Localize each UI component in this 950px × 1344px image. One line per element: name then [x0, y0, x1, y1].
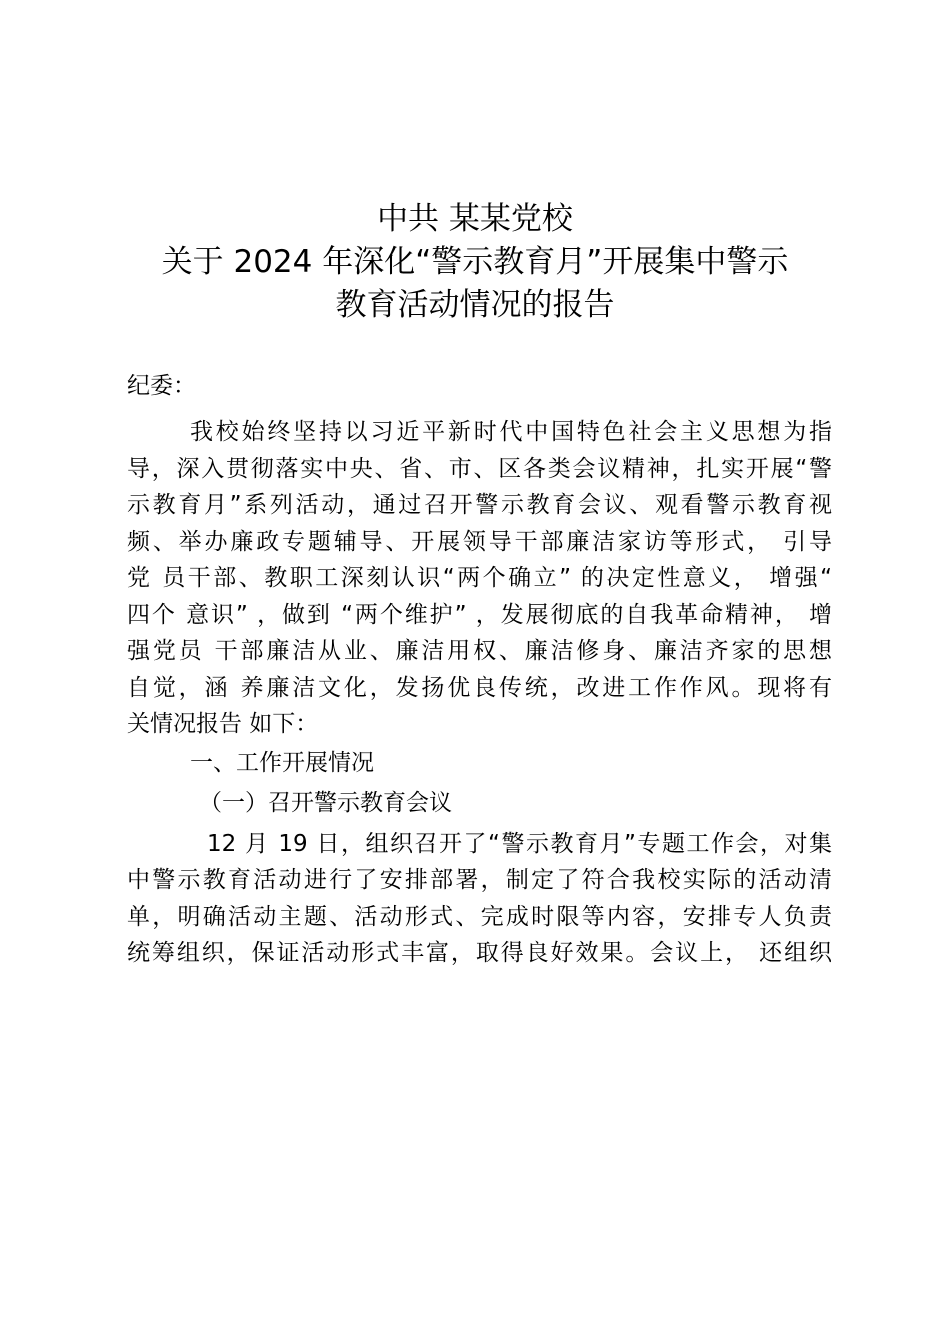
paragraph-line: 党 员干部、教职工深刻认识“两个确立” 的决定性意义， 增强“: [127, 565, 832, 591]
paragraph-line: 中警示教育活动进行了安排部署，制定了符合我校实际的活动清: [127, 867, 832, 893]
title-line-subject: 关于 2024 年深化“警示教育月”开展集中警示: [161, 244, 789, 280]
paragraph-line: 我校始终坚持以习近平新时代中国特色社会主义思想为指: [190, 419, 832, 445]
section-heading: 一、工作开展情况: [190, 749, 374, 776]
report-body: [127, 414, 832, 972]
title-line-organization: 中共 某某党校: [377, 201, 573, 237]
paragraph-line: 强党员 干部廉洁从业、廉洁用权、廉洁修身、廉洁齐家的思想: [127, 638, 832, 664]
paragraph-meeting: [127, 826, 832, 972]
paragraph-line: 单，明确活动主题、活动形式、完成时限等内容，安排专人负责: [127, 903, 832, 930]
paragraph-line: 示教育月”系列活动，通过召开警示教育会议、观看警示教育视: [127, 492, 832, 518]
paragraph-line: 统筹组织，保证活动形式丰富，取得良好效果。会议上， 还组织: [127, 940, 832, 966]
title-line-subject-end: 教育活动情况的报告: [335, 287, 615, 323]
subsection-heading: （一）召开警示教育会议: [199, 790, 452, 816]
paragraph-line: 12 月 19 日，组织召开了“警示教育月”专题工作会，对集: [207, 830, 832, 857]
paragraph-line: 频、举办廉政专题辅导、开展领导干部廉洁家访等形式， 引导: [127, 528, 832, 555]
paragraph-line: 四个 意识” ，做到 “两个维护” ，发展彻底的自我革命精神， 增: [127, 601, 832, 628]
paragraph-line: 关情况报告 如下：: [127, 711, 319, 737]
paragraph-intro: [127, 414, 832, 743]
paragraph-line: 导，深入贯彻落实中央、省、市、区各类会议精神，扎实开展“警: [127, 455, 832, 482]
paragraph-line: 自觉，涵 养廉洁文化，发扬优良传统，改进工作作风。现将有: [127, 674, 832, 701]
salutation: 纪委：: [127, 373, 196, 399]
report-title: [100, 198, 850, 327]
